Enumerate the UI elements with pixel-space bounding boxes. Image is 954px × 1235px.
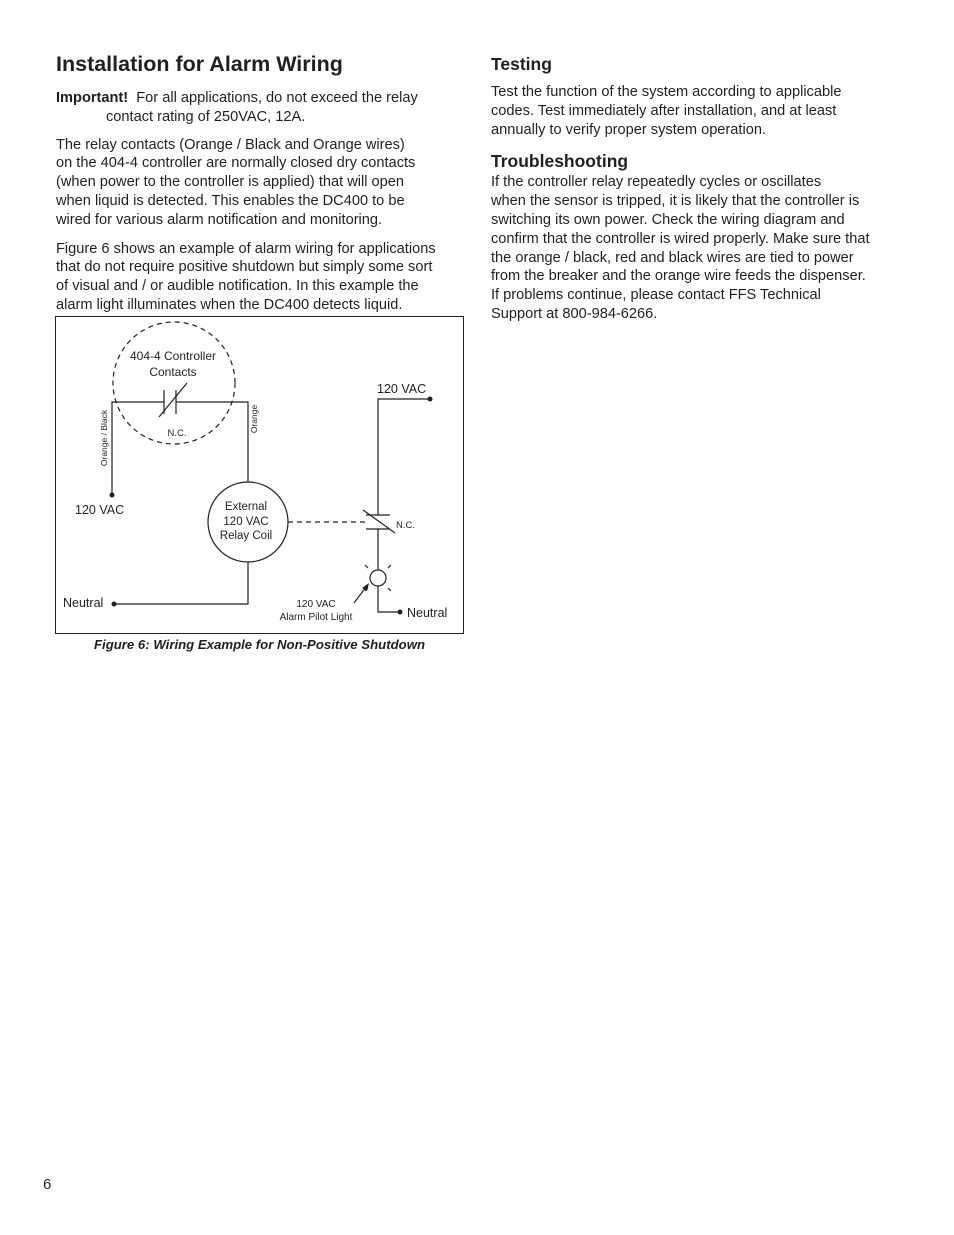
vac-top-right-label: 120 VAC [377, 382, 427, 396]
pilot-light-pointer [354, 587, 366, 603]
nc-contact-slash [159, 383, 187, 417]
neutral-right-label: Neutral [407, 606, 448, 620]
paragraph-line: on the 404-4 controller are normally closed dry contacts [56, 155, 416, 172]
terminal-dot [110, 493, 115, 498]
light-ray [388, 565, 391, 568]
controller-label-1: 404-4 Controller [129, 349, 217, 363]
vac-left-label: 120 VAC [75, 503, 125, 517]
important-text: For all applications, do not exceed the relay [136, 90, 418, 106]
terminal-dot [428, 397, 433, 402]
orange-wire-label: Orange [249, 404, 259, 434]
testing-paragraph [491, 83, 901, 139]
pointer-arrowhead [362, 583, 369, 591]
figure-intro-paragraph [56, 240, 466, 315]
paragraph-line: confirm that the controller is wired properly. Make sure that [491, 230, 870, 247]
wiring-diagram [56, 317, 463, 633]
light-ray [388, 588, 391, 591]
controller-nc-label: N.C. [167, 428, 187, 439]
paragraph-line: that do not require positive shutdown but simply some sort [56, 259, 433, 276]
important-note [56, 89, 466, 127]
coil-label-3: Relay Coil [219, 530, 273, 542]
pilot-light-label-1: 120 VAC [296, 599, 336, 610]
pilot-light-circle [370, 570, 386, 586]
paragraph-line: codes. Test immediately after installation, and at least [491, 102, 837, 119]
light-ray [365, 565, 368, 568]
paragraph-line: of visual and / or audible notification. In this example the [56, 278, 419, 295]
terminal-dot [112, 602, 117, 607]
orange-wire [176, 402, 248, 482]
page-number: 6 [43, 1176, 52, 1193]
neutral-wire-right [378, 586, 400, 612]
left-column [56, 50, 466, 325]
orange-black-wire-label: Orange / Black [99, 409, 109, 467]
terminal-dot [398, 610, 403, 615]
paragraph-line: (when power to the controller is applied) that will open [56, 174, 405, 191]
neutral-left-label: Neutral [63, 596, 104, 610]
figure-caption: Figure 6: Wiring Example for Non-Positive Shutdown [93, 637, 426, 652]
paragraph-line: from the breaker and the orange wire feeds the dispenser. [491, 268, 866, 285]
paragraph-line: alarm light illuminates when the DC400 detects liquid. [56, 296, 403, 313]
paragraph-line: annually to verify proper system operation. [491, 121, 766, 138]
section-title-troubleshooting: Troubleshooting [491, 151, 629, 172]
paragraph-line: when the sensor is tripped, it is likely that the controller is [491, 193, 860, 210]
right-column [491, 50, 901, 324]
paragraph-line: switching its own power. Check the wiring diagram and [491, 211, 845, 228]
section-title-testing: Testing [491, 54, 552, 74]
controller-label-2: Contacts [149, 365, 197, 379]
wiring-diagram-figure [55, 316, 464, 634]
orange-black-wire [112, 402, 164, 495]
paragraph-line: the orange / black, red and black wires are tied to power [491, 249, 854, 266]
paragraph-line: If problems continue, please contact FFS Technical [491, 287, 821, 304]
paragraph-line: Support at 800-984-6266. [491, 305, 658, 322]
relay-contacts-paragraph [56, 136, 466, 230]
section-title-alarm-wiring: Installation for Alarm Wiring [56, 52, 343, 76]
paragraph-line: wired for various alarm notification and monitoring. [56, 211, 383, 228]
coil-label-1: External [224, 501, 268, 513]
paragraph-line: Figure 6 shows an example of alarm wiring for applications [56, 240, 436, 257]
coil-label-2: 120 VAC [223, 516, 269, 528]
troubleshooting-paragraph [491, 173, 901, 323]
pilot-light-label-2: Alarm Pilot Light [279, 612, 353, 623]
paragraph-line: If the controller relay repeatedly cycles or oscillates [491, 174, 822, 191]
neutral-wire-left [114, 562, 248, 604]
paragraph-line: when liquid is detected. This enables the DC400 to be [56, 192, 405, 209]
important-lead: Important! [56, 90, 129, 106]
paragraph-line: Test the function of the system according to applicable [491, 84, 842, 100]
paragraph-line: The relay contacts (Orange / Black and Orange wires) [56, 136, 405, 153]
relay-nc-label: N.C. [396, 520, 415, 531]
important-continuation: contact rating of 250VAC, 12A. [106, 108, 306, 125]
hot-wire-right [378, 399, 430, 515]
controller-boundary-circle [113, 322, 235, 444]
